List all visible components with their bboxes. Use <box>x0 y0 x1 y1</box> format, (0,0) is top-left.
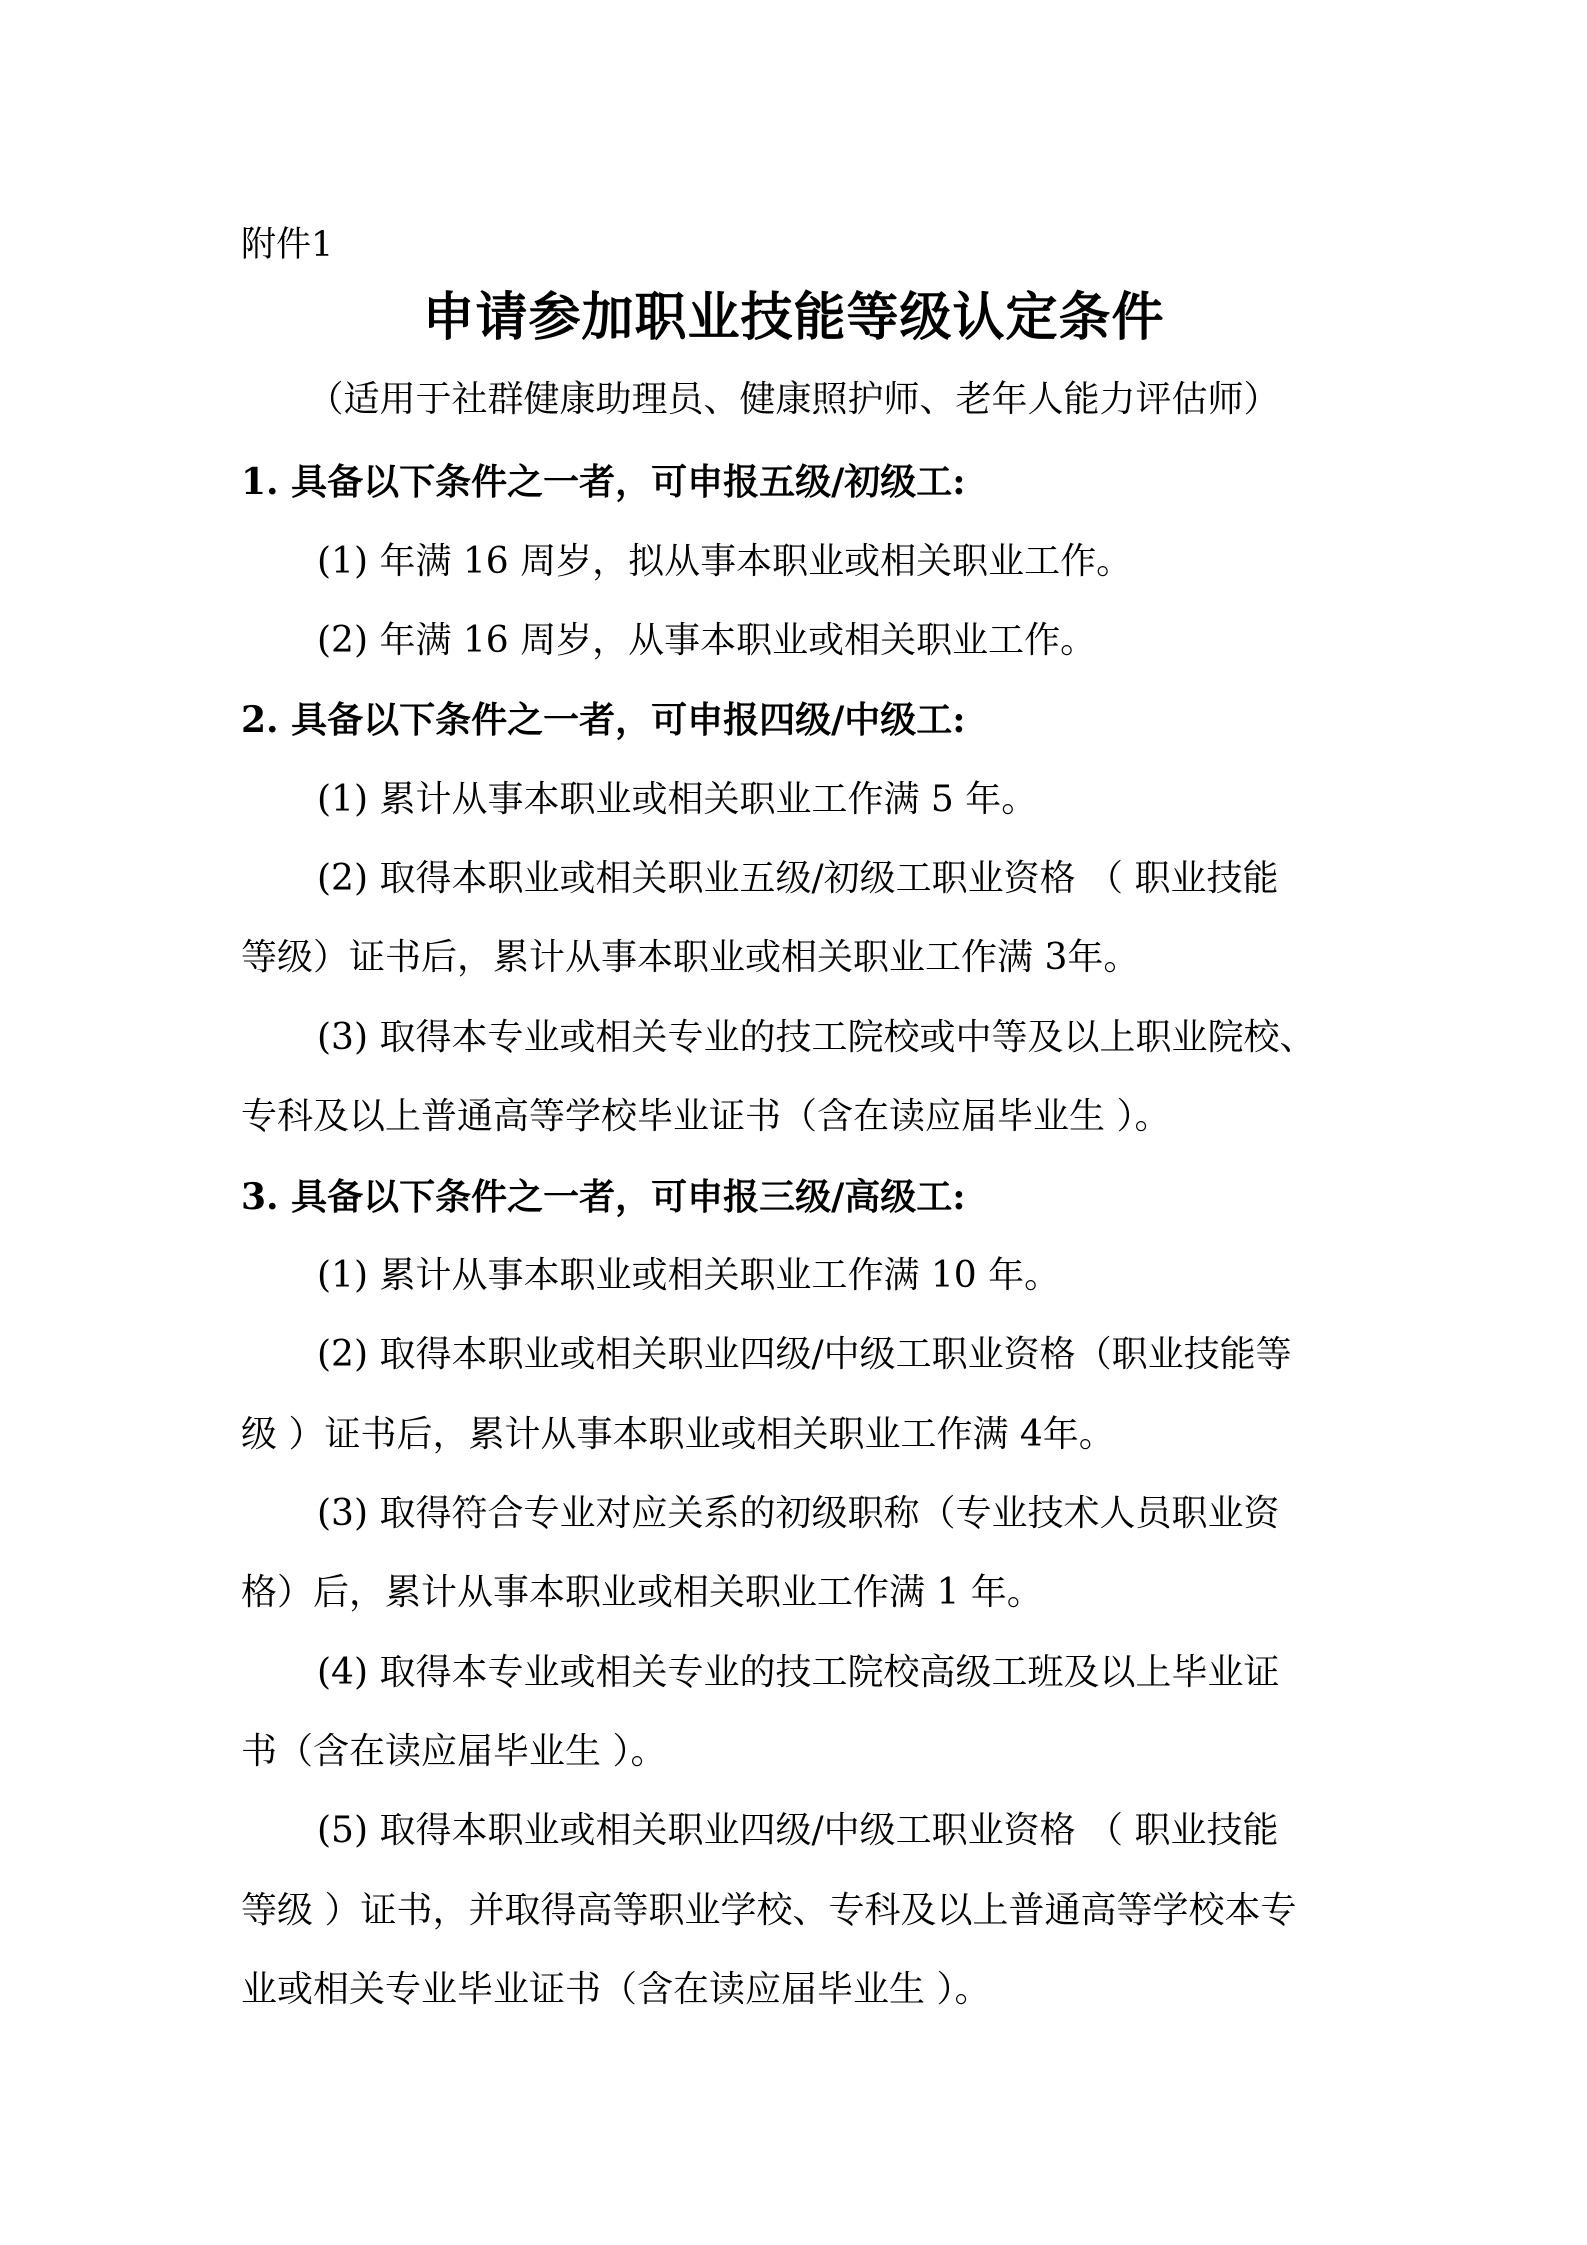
condition-level-4-item-2-line-2: 等级）证书后，累计从事本职业或相关职业工作满 3年。 <box>241 937 1140 978</box>
condition-level-3-item-5-line-3: 业或相关专业毕业证书（含在读应届毕业生 ）。 <box>241 1969 991 2010</box>
condition-level-4-item-1: (1) 累计从事本职业或相关职业工作满 5 年。 <box>317 779 1038 820</box>
condition-level-3-item-4-line-1: (4) 取得本专业或相关专业的技工院校高级工班及以上毕业证 <box>317 1652 1280 1693</box>
section-heading-level-3: 3. 具备以下条件之一者，可申报三级/高级工: <box>241 1176 966 1218</box>
condition-level-4-item-3-line-1: (3) 取得本专业或相关专业的技工院校或中等及以上职业院校、 <box>317 1017 1316 1058</box>
condition-level-3-item-3-line-2: 格）后，累计从事本职业或相关职业工作满 1 年。 <box>241 1572 1043 1613</box>
condition-level-5-item-2: (2) 年满 16 周岁，从事本职业或相关职业工作。 <box>317 620 1097 661</box>
condition-level-3-item-2-line-1: (2) 取得本职业或相关职业四级/中级工职业资格（职业技能等 <box>317 1334 1292 1375</box>
condition-level-3-item-5-line-2: 等级 ）证书，并取得高等职业学校、专科及以上普通高等学校本专 <box>241 1890 1297 1931</box>
condition-level-3-item-2-line-2: 级 ）证书后，累计从事本职业或相关职业工作满 4年。 <box>241 1414 1115 1455</box>
condition-level-3-item-5-line-1: (5) 取得本职业或相关职业四级/中级工职业资格 （ 职业技能 <box>317 1810 1279 1851</box>
section-heading-level-4: 2. 具备以下条件之一者，可申报四级/中级工: <box>241 699 966 741</box>
condition-level-4-item-2-line-1: (2) 取得本职业或相关职业五级/初级工职业资格 （ 职业技能 <box>317 858 1279 899</box>
condition-level-3-item-1: (1) 累计从事本职业或相关职业工作满 10 年。 <box>317 1255 1061 1296</box>
section-heading-level-5: 1. 具备以下条件之一者，可申报五级/初级工: <box>241 461 966 503</box>
document-subtitle: （适用于社群健康助理员、健康照护师、老年人能力评估师） <box>307 379 1280 420</box>
document-title: 申请参加职业技能等级认定条件 <box>422 287 1165 348</box>
condition-level-4-item-3-line-2: 专科及以上普通高等学校毕业证书（含在读应届毕业生 ）。 <box>241 1096 1171 1137</box>
condition-level-3-item-4-line-2: 书（含在读应届毕业生 ）。 <box>241 1731 667 1772</box>
condition-level-3-item-3-line-1: (3) 取得符合专业对应关系的初级职称（专业技术人员职业资 <box>317 1493 1280 1534</box>
condition-level-5-item-1: (1) 年满 16 周岁，拟从事本职业或相关职业工作。 <box>317 541 1133 582</box>
attachment-label: 附件1 <box>241 225 334 265</box>
